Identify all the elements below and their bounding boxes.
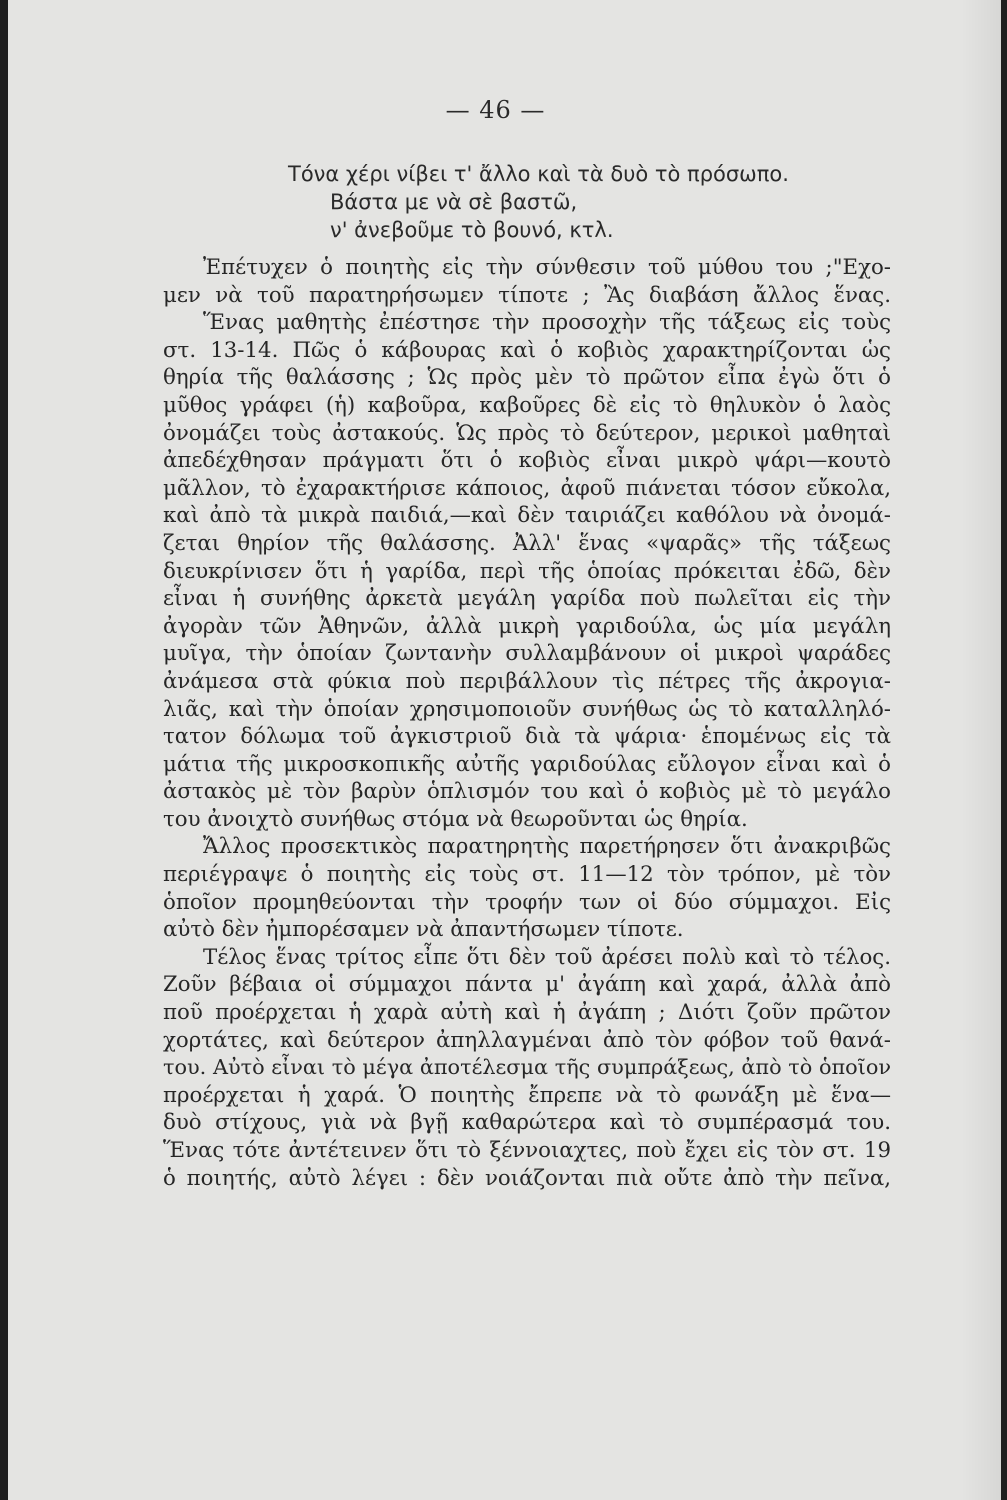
text-line: αὐτὸ δὲν ἠμπορέσαμεν νὰ ἀπαντήσωμεν τίποτε. [163,917,684,943]
text-line: μάτια τῆς μικροσκοπικῆς αὐτῆς γαριδούλας εὔλογον εἶναι καὶ ὁ [163,751,891,777]
text-line: ὁ ποιητής, αὐτὸ λέγει : δὲν νοιάζονται πιὰ οὔτε ἀπὸ τὴν πεῖνα, [163,1165,891,1191]
text-line: Ἕνας μαθητὴς ἐπέστησε τὴν προσοχὴν τῆς τάξεως εἰς τοὺς [203,310,891,336]
text-line: μεν νὰ τοῦ παρατηρήσωμεν τίποτε ; Ἂς διαβάση ἄλλος ἕνας. [163,282,891,308]
text-line: Ἐπέτυχεν ὁ ποιητὴς εἰς τὴν σύνθεσιν τοῦ μύθου του ;"Εχο- [203,255,891,280]
text-line: μῦθος γράφει (ἡ) καβοῦρα, καβοῦρες δὲ εἰς τὸ θηλυκὸν ὁ λαὸς [163,392,891,418]
body-text [163,254,891,1192]
page-edge-shadow [961,0,1001,1500]
text-line: ζεται θηρίον τῆς θαλάσσης. Ἀλλ' ἕνας «ψαρᾶς» τῆς τάξεως [163,530,891,556]
text-line: περιέγραψε ὁ ποιητὴς εἰς τοὺς στ. 11—12 τὸν τρόπον, μὲ τὸν [163,862,891,888]
text-line: ἀπεδέχθησαν πράγματι ὅτι ὁ κοβιὸς εἶναι μικρὸ ψάρι—κουτὸ [163,448,891,474]
text-line: ποῦ προέρχεται ἡ χαρὰ αὐτὴ καὶ ἡ ἀγάπη ; Διότι ζοῦν πρῶτον [163,1000,891,1026]
text-line: λιᾶς, καὶ τὴν ὁποίαν χρησιμοποιοῦν συνήθως ὡς τὸ καταλληλό- [163,696,891,722]
verse-line: ν' ἀνεβοῦμε τὸ βουνό, κτλ. [330,218,614,242]
verse-block [288,160,789,244]
verse-line: Τόνα χέρι νίβει τ' ἄλλο καὶ τὰ δυὸ τὸ πρόσωπο. [288,162,789,186]
text-line: ὁποῖον προμηθεύονται τὴν τροφήν των οἱ δύο σύμμαχοι. Εἰς [163,889,891,915]
text-line: Ἕνας τότε ἀντέτεινεν ὅτι τὸ ξέννοιαχτες, ποὺ ἔχει εἰς τὸν στ. 19 [163,1138,891,1163]
page-number: — 46 — [445,96,546,124]
text-line: Ἄλλος προσεκτικὸς παρατηρητὴς παρετήρησεν ὅτι ἀνακριβῶς [203,834,891,860]
text-line: του. Αὐτὸ εἶναι τὸ μέγα ἀποτέλεσμα τῆς συμπράξεως, ἀπὸ τὸ ὁποῖον [163,1055,891,1080]
text-line: δυὸ στίχους, γιὰ νὰ βγῇ καθαρώτερα καὶ τὸ συμπέρασμά του. [163,1110,891,1136]
text-line: Τέλος ἕνας τρίτος εἶπε ὅτι δὲν τοῦ ἀρέσει πολὺ καὶ τὸ τέλος. [203,944,891,970]
text-line: χορτάτες, καὶ δεύτερον ἀπηλλαγμέναι ἀπὸ τὸν φόβον τοῦ θανά- [163,1027,891,1053]
text-line: του ἀνοιχτὸ συνήθως στόμα νὰ θεωροῦνται ὡς θηρία. [163,806,748,832]
text-line: διευκρίνισεν ὅτι ἡ γαρίδα, περὶ τῆς ὁποίας πρόκειται ἐδῶ, δὲν [163,558,891,584]
text-line: τατον δόλωμα τοῦ ἀγκιστριοῦ διὰ τὰ ψάρια· ἑπομένως εἰς τὰ [163,724,891,750]
verse-line: Βάστα με νὰ σὲ βαστῶ, [330,190,578,214]
text-line: ἀνάμεσα στὰ φύκια ποὺ περιβάλλουν τὶς πέτρες τῆς ἀκρογια- [163,668,891,694]
text-line: εἶναι ἡ συνήθης ἀρκετὰ μεγάλη γαρίδα ποὺ πωλεῖται εἰς τὴν [163,586,891,612]
text-line: Ζοῦν βέβαια οἱ σύμμαχοι πάντα μ' ἀγάπη καὶ χαρά, ἀλλὰ ἀπὸ [163,972,891,998]
text-line: θηρία τῆς θαλάσσης ; Ὡς πρὸς μὲν τὸ πρῶτον εἶπα ἐγὼ ὅτι ὁ [163,365,891,391]
text-line: ἀγορὰν τῶν Ἀθηνῶν, ἀλλὰ μικρὴ γαριδούλα, ὡς μία μεγάλη [163,613,891,639]
text-line: μυῖγα, τὴν ὁποίαν ζωντανὴν συλλαμβάνουν οἱ μικροὶ ψαράδες [163,641,891,667]
text-line: καὶ ἀπὸ τὰ μικρὰ παιδιά,—καὶ δὲν ταιριάζει καθόλου νὰ ὀνομά- [163,503,891,529]
text-line: ἀστακὸς μὲ τὸν βαρὺν ὁπλισμόν του καὶ ὁ κοβιὸς μὲ τὸ μεγάλο [163,779,891,805]
text-line: προέρχεται ἡ χαρά. Ὁ ποιητὴς ἔπρεπε νὰ τὸ φωνάξη μὲ ἕνα— [163,1082,891,1108]
text-line: ὀνομάζει τοὺς ἀστακούς. Ὡς πρὸς τὸ δεύτερον, μερικοὶ μαθηταὶ [163,420,891,446]
text-line: μᾶλλον, τὸ ἐχαρακτήρισε κάποιος, ἀφοῦ πιάνεται τόσον εὔκολα, [163,475,891,501]
text-line: στ. 13-14. Πῶς ὁ κάβουρας καὶ ὁ κοβιὸς χαρακτηρίζονται ὡς [163,337,891,363]
